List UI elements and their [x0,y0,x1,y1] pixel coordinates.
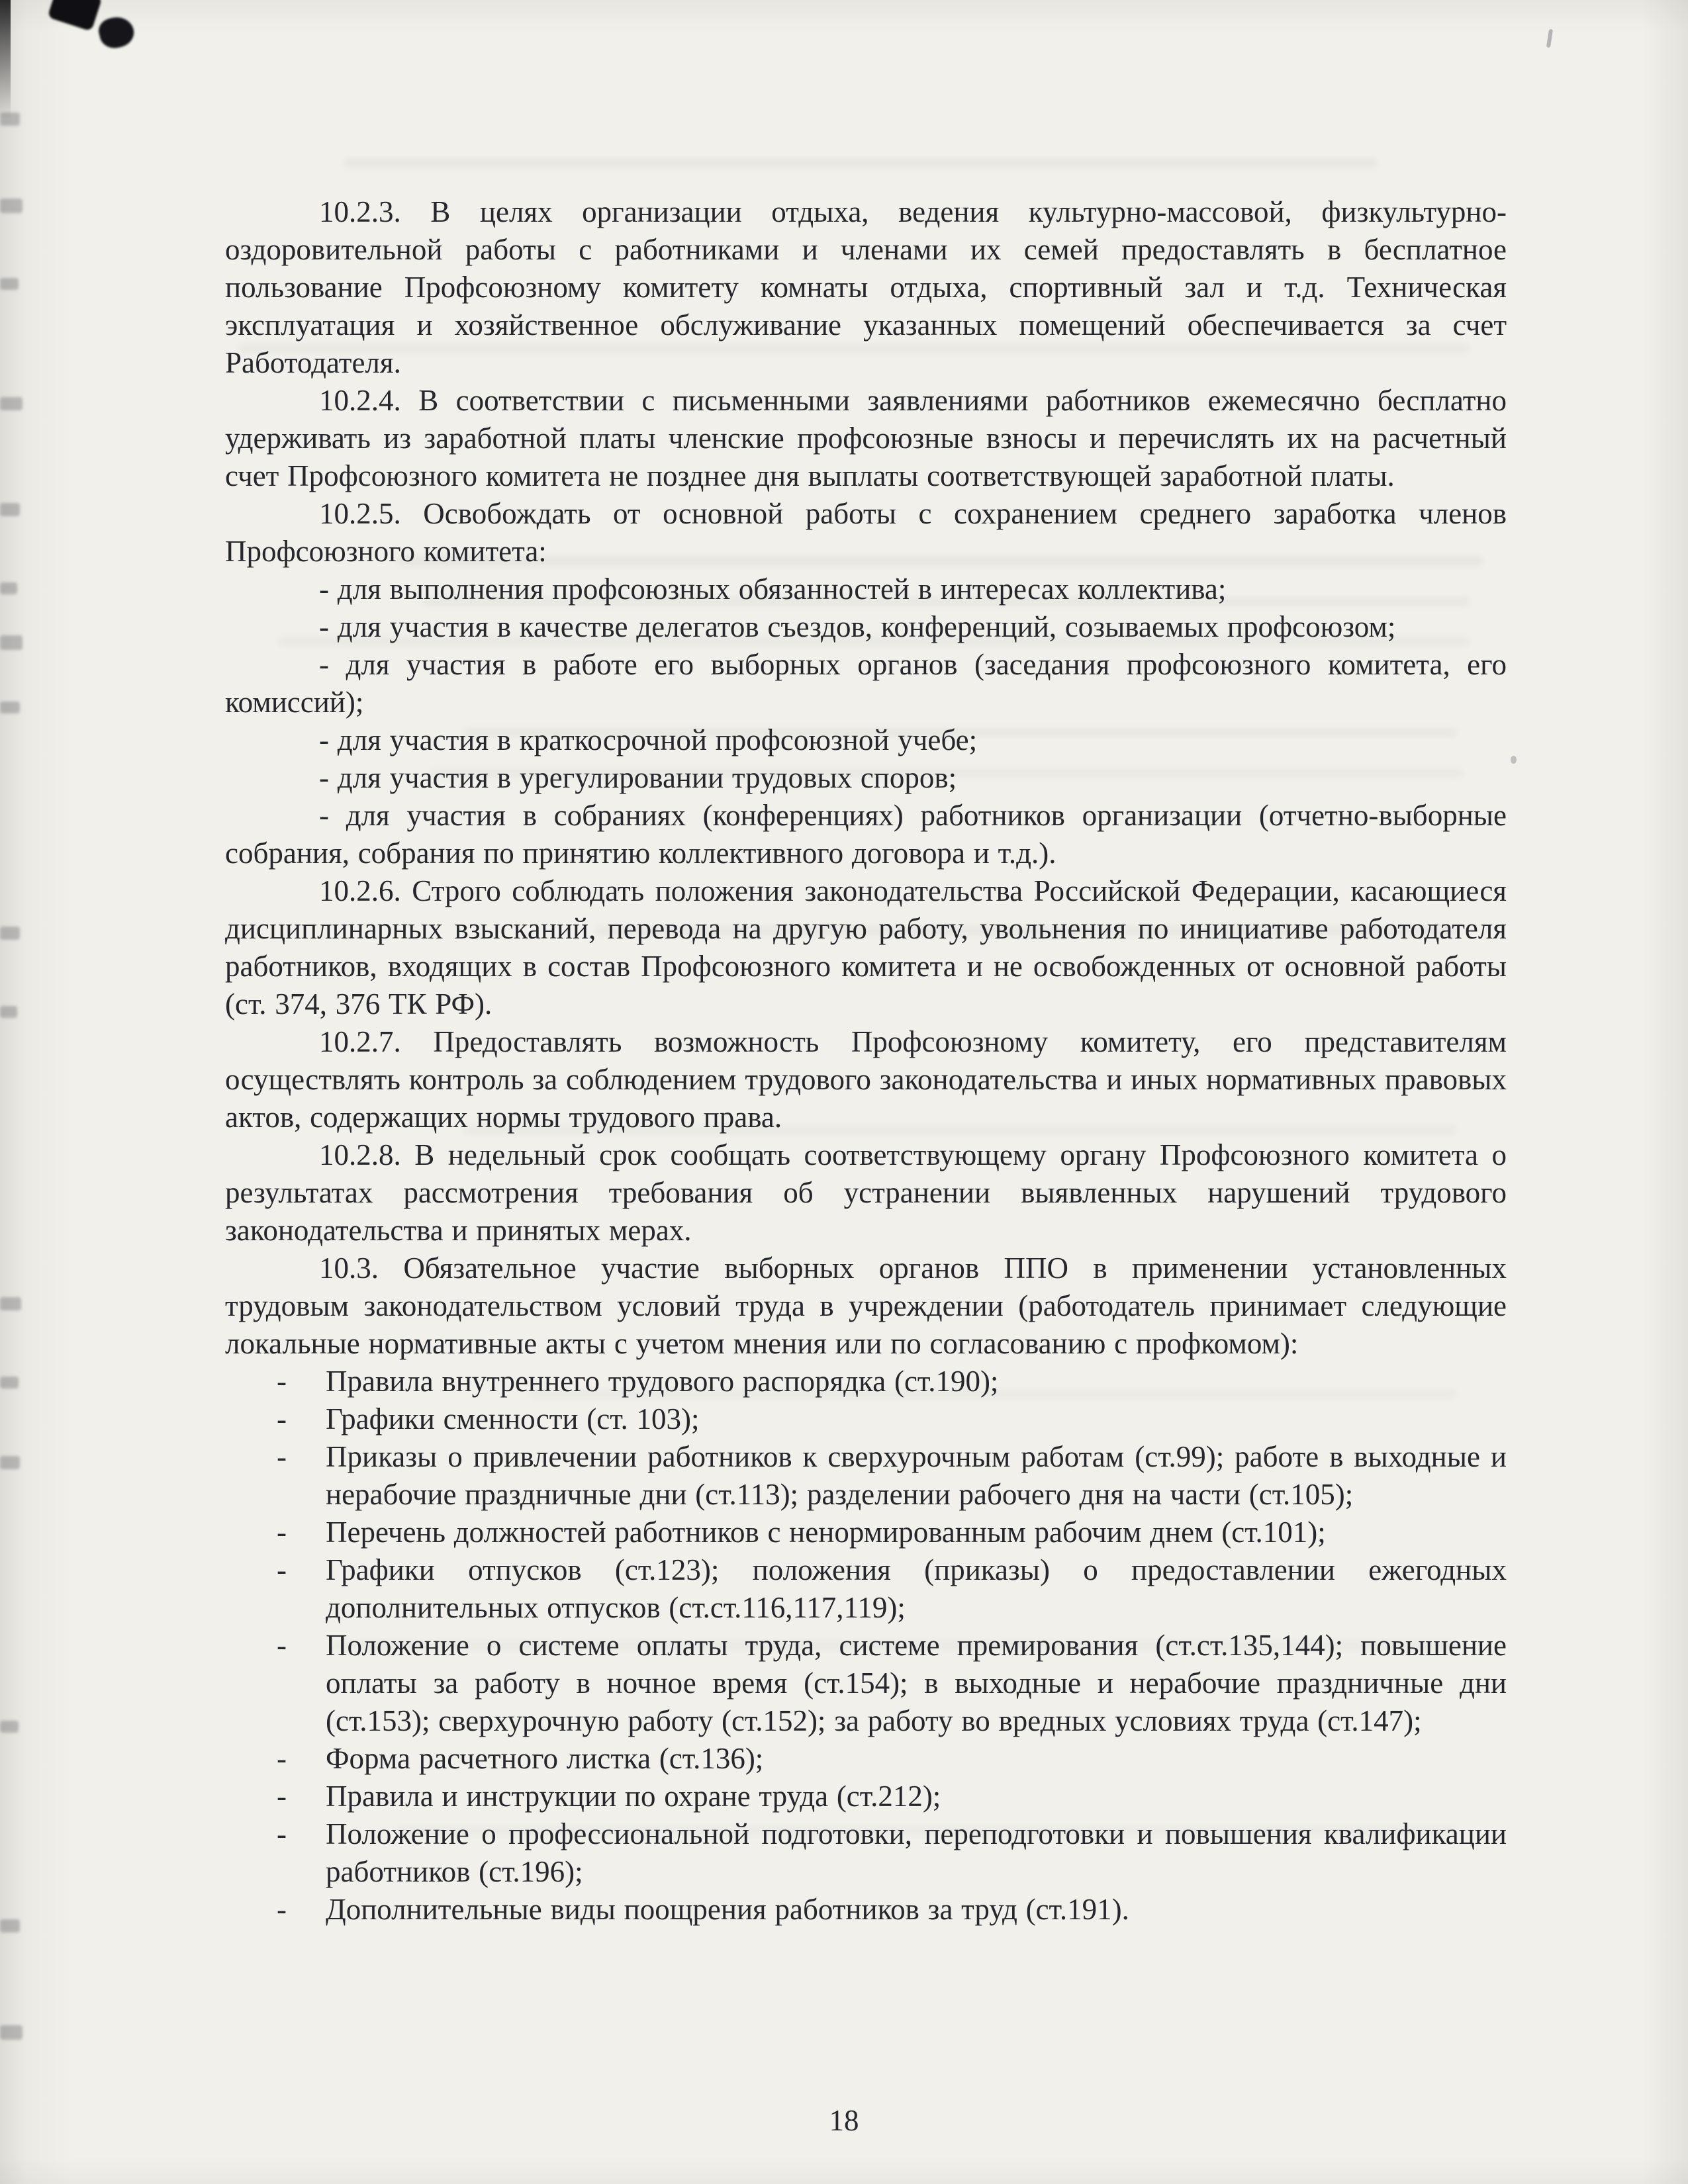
paragraph-10-2-4: 10.2.4. В соответствии с письменными заявлениями работников ежемесячно бесплатно удерживать из заработной платы членские профсоюзные взносы и перечислять их на расчетный счет Профсоюзного комитета не позднее дня выплаты соответствующей заработной платы. [225,384,1507,492]
list-item-text: Перечень должностей работников с ненормированным рабочим днем (ст.101); [326,1516,1326,1549]
clause-10-2-5-item: - для выполнения профсоюзных обязанностей в интересах коллектива; [319,572,1227,606]
scan-artifact [0,503,20,516]
list-item [225,1363,1507,1400]
list-item [225,1627,1507,1740]
scan-artifact [0,1721,19,1733]
list-item-text: Графики сменности (ст. 103); [326,1402,700,1435]
scan-artifact [0,1456,20,1469]
list-item [225,1740,1507,1778]
scan-pen-mark [1546,29,1553,48]
document-body [225,193,1507,1929]
scan-edge-streak [0,0,11,119]
dash-marker: - [277,1742,287,1775]
scan-corner-blot [47,0,102,31]
clause-10-2-5-item: - для участия в качестве делегатов съездов, конференций, созываемых профсоюзом; [319,610,1396,643]
scan-bleedthrough [344,158,1377,168]
dash-marker: - [277,1893,287,1926]
list-item [225,1438,1507,1514]
dash-marker: - [277,1553,287,1586]
list-item-text: Дополнительные виды поощрения работников за труд (ст.191). [326,1893,1129,1926]
dash-marker: - [277,1780,287,1813]
clause-10-2-5-item: - для участия в собраниях (конференциях) работников организации (отчетно-выборные собрания, собрания по принятию коллективного договора и т.д.). [225,799,1507,870]
dash-marker: - [277,1629,287,1662]
scan-artifact [0,582,17,594]
list-item [225,1815,1507,1891]
scan-artifact [0,1919,20,1933]
dash-marker: - [277,1402,287,1435]
page-number: 18 [829,2104,859,2137]
dash-marker: - [277,1440,287,1473]
list-item-text: Форма расчетного листка (ст.136); [326,1742,764,1775]
scan-corner-blot [96,13,137,51]
paragraph-10-2-5: 10.2.5. Освобождать от основной работы с сохранением среднего заработка членов Профсоюзного комитета: [225,497,1507,568]
list-item [225,1891,1507,1929]
dash-marker: - [277,1365,287,1398]
list-item-text: Положение о профессиональной подготовки, переподготовки и повышения квалификации работников (ст.196); [326,1817,1507,1888]
dash-marker: - [277,1516,287,1549]
scan-artifact [0,1297,21,1310]
list-item [225,1400,1507,1438]
scan-artifact [0,927,20,940]
paragraph-10-2-7: 10.2.7. Предоставлять возможность Профсоюзному комитету, его представителям осуществлять контроль за соблюдением трудового законодательства и иных нормативных правовых актов, содержащих нормы трудового права. [225,1025,1507,1134]
scan-artifact [0,635,23,650]
list-item [225,1778,1507,1815]
list-item-text: Приказы о привлечении работников к сверхурочным работам (ст.99); работе в выходные и нерабочие праздничные дни (ст.113); разделении рабочего дня на части (ст.105); [326,1440,1507,1511]
scan-artifact [0,702,20,713]
clause-10-2-5-item: - для участия в работе его выборных органов (заседания профсоюзного комитета, его комиссий); [225,648,1507,719]
list-item-text: Правила внутреннего трудового распорядка (ст.190); [326,1365,999,1398]
list-item-text: Положение о системе оплаты труда, системе премирования (ст.ст.135,144); повышение оплаты за работу в ночное время (ст.154); в выходные и нерабочие праздничные дни (ст.153); сверхурочную работу (ст.152); за работу во вредных условиях труда (ст.147); [326,1629,1507,1737]
scan-artifact [0,397,23,410]
paragraph-10-3: 10.3. Обязательное участие выборных органов ППО в применении установленных трудовым законодательством условий труда в учреждении (работодатель принимает следующие локальные нормативные акты с учетом мнения или по согласованию с профкомом): [225,1251,1507,1360]
scan-artifact [0,1006,17,1018]
paragraph-10-2-3: 10.2.3. В целях организации отдыха, ведения культурно-массовой, физкультурно-оздоровительной работы с работниками и членами их семей предоставлять в бесплатное пользование Профсоюзному комитету комнаты отдыха, спортивный зал и т.д. Техническая эксплуатация и хозяйственное обслуживание указанных помещений обеспечивается за счет Работодателя. [225,195,1507,379]
list-item [225,1551,1507,1627]
scan-pen-mark [1511,756,1517,764]
list-item-text: Графики отпусков (ст.123); положения (приказы) о предоставлении ежегодных дополнительных отпусков (ст.ст.116,117,119); [326,1553,1507,1624]
scan-artifact [0,1377,19,1388]
paragraph-10-2-6: 10.2.6. Строго соблюдать положения законодательства Российской Федерации, касающиеся дисциплинарных взысканий, перевода на другую работу, увольнения по инициативе работодателя работников, входящих в состав Профсоюзного комитета и не освобожденных от основной работы (ст. 374, 376 ТК РФ). [225,874,1507,1021]
paragraph-10-2-8: 10.2.8. В недельный срок сообщать соответствующему органу Профсоюзного комитета о результатах рассмотрения требования об устранении выявленных нарушений трудового законодательства и принятых мерах. [225,1138,1507,1247]
dash-marker: - [277,1817,287,1850]
list-item [225,1514,1507,1551]
clause-10-2-5-item: - для участия в урегулировании трудовых споров; [319,761,957,794]
list-item-text: Правила и инструкции по охране труда (ст.212); [326,1780,941,1813]
clause-10-2-5-item: - для участия в краткосрочной профсоюзной учебе; [319,723,978,756]
scan-artifact [0,199,23,213]
scan-artifact [0,2025,23,2040]
scan-artifact [0,278,19,290]
